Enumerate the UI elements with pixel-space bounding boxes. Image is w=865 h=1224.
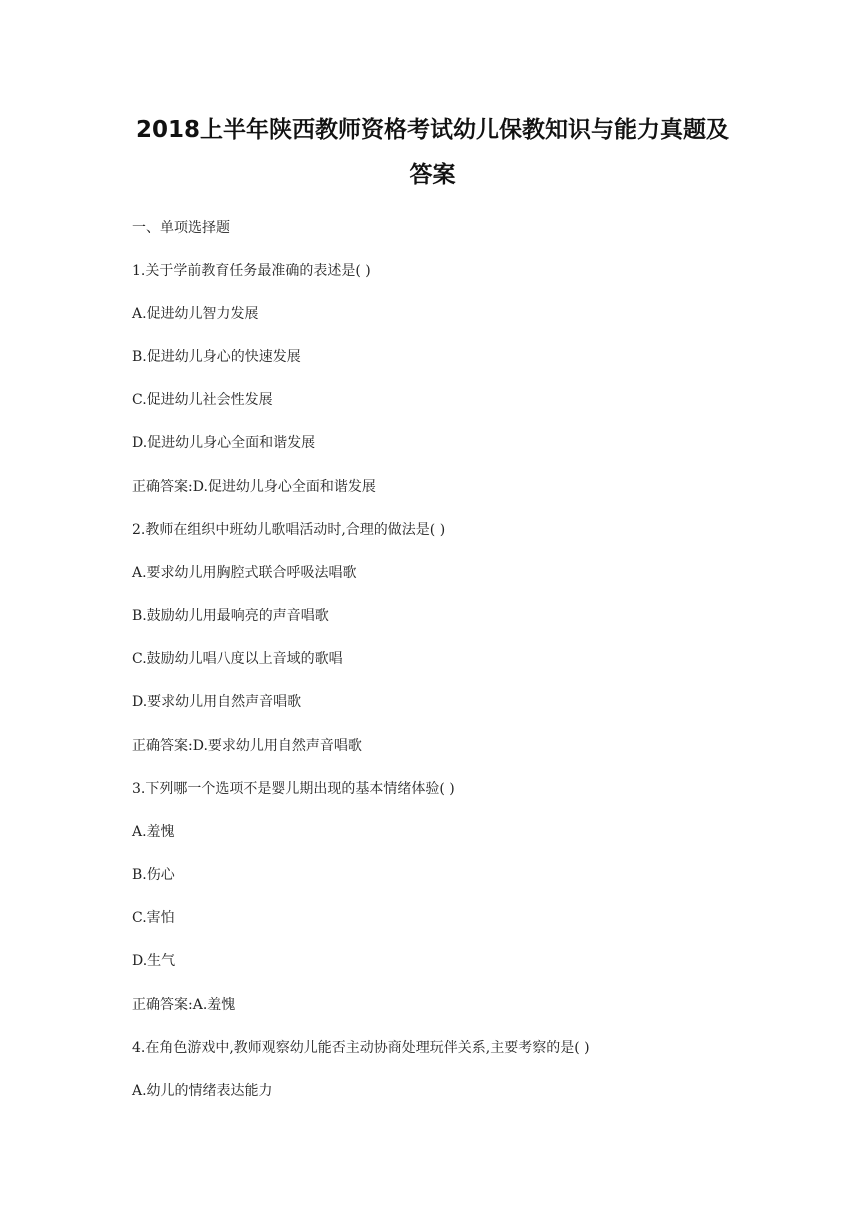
question-option: B.促进幼儿身心的快速发展 <box>132 349 301 365</box>
answer-line: 正确答案:A.羞愧 <box>132 997 236 1013</box>
question-option: A.促进幼儿智力发展 <box>132 306 259 322</box>
question-stem: 4.在角色游戏中,教师观察幼儿能否主动协商处理玩伴关系,主要考察的是( ) <box>132 1040 590 1056</box>
question-option: A.要求幼儿用胸腔式联合呼吸法唱歌 <box>132 565 357 581</box>
question-option: C.鼓励幼儿唱八度以上音域的歌唱 <box>132 651 343 667</box>
question-option: D.要求幼儿用自然声音唱歌 <box>132 694 302 710</box>
document-title-line-1: 2018上半年陕西教师资格考试幼儿保教知识与能力真题及 <box>135 117 729 143</box>
question-stem: 2.教师在组织中班幼儿歌唱活动时,合理的做法是( ) <box>132 522 446 538</box>
question-stem: 1.关于学前教育任务最准确的表述是( ) <box>132 263 371 279</box>
question-option: C.促进幼儿社会性发展 <box>132 392 273 408</box>
section-heading: 一、单项选择题 <box>132 220 230 236</box>
question-option: B.鼓励幼儿用最响亮的声音唱歌 <box>132 608 329 624</box>
answer-line: 正确答案:D.要求幼儿用自然声音唱歌 <box>132 738 362 754</box>
question-option: B.伤心 <box>132 867 175 883</box>
answer-line: 正确答案:D.促进幼儿身心全面和谐发展 <box>132 479 376 495</box>
question-stem: 3.下列哪一个选项不是婴儿期出现的基本情绪体验( ) <box>132 781 455 797</box>
question-option: A.幼儿的情绪表达能力 <box>132 1083 273 1099</box>
question-option: D.促进幼儿身心全面和谐发展 <box>132 435 316 451</box>
document-title-line-2: 答案 <box>409 162 456 188</box>
question-option: D.生气 <box>132 953 176 969</box>
question-option: A.羞愧 <box>132 824 175 840</box>
question-option: C.害怕 <box>132 910 175 926</box>
